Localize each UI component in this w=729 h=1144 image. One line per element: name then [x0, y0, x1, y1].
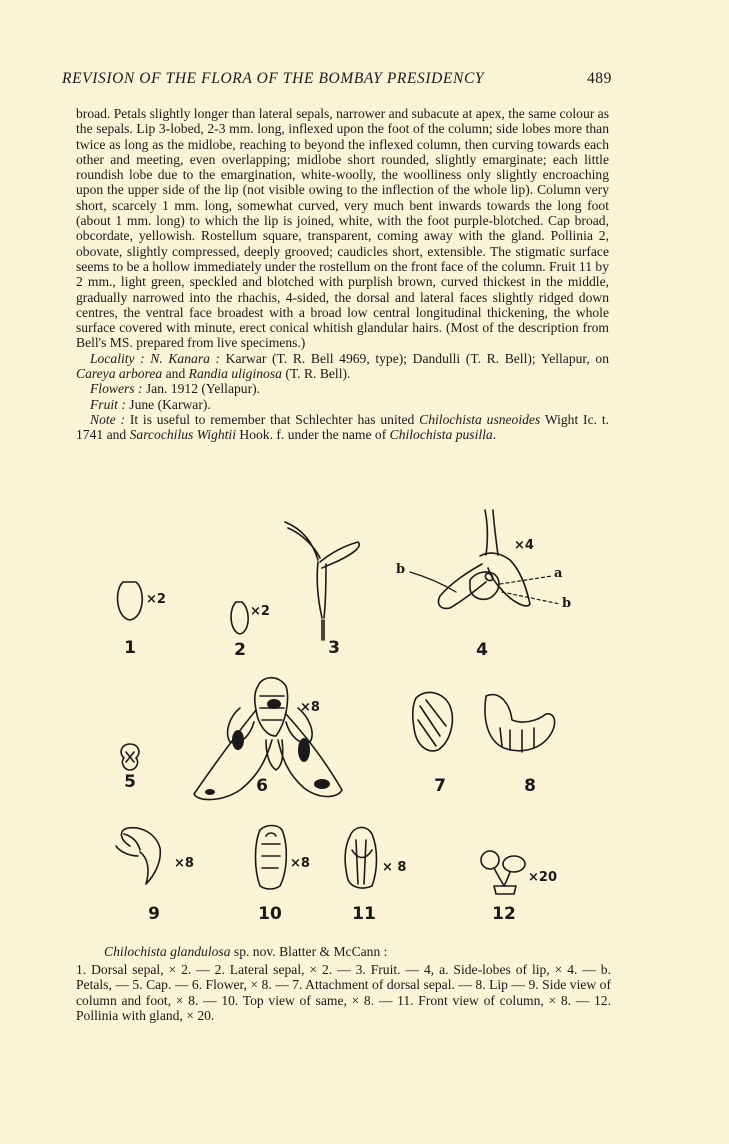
figure-label-5: 5: [124, 772, 136, 792]
page-number: 489: [586, 70, 612, 87]
caption-species: Chilochista glandulosa: [104, 944, 231, 959]
locality-text-1: Karwar (T. R. Bell 4969, type); Dandulli (T. R. Bell); Yellapur, on: [220, 350, 609, 366]
drawing-lip: [485, 695, 555, 752]
magnification-9: ×8: [174, 856, 194, 871]
figure-label-12: 12: [492, 904, 516, 924]
host-plant-1: Careya arborea: [76, 366, 163, 382]
figure-caption-title: [104, 944, 624, 960]
figure-label-3: 3: [328, 638, 340, 658]
drawing-column-front: [345, 827, 376, 888]
figure-label-7: 7: [434, 776, 446, 796]
magnification-4: ×4: [514, 538, 534, 553]
description-paragraph: broad. Petals slightly longer than lateral sepals, narrower and subacute at apex, the same colour as the sepals. Lip 3-lobed, 2-3 mm. long, inflexed upon the foot of the column; side lobes more than twice as long as the midlobe, reaching to beyond the inflexed column, then curving towards each other and meeting, even overlapping; midlobe short rounded, slightly emarginate; each little roundish lobe due to the emargination, white-woolly, the woolliness only slightly encroaching upon the upper side of the lip (not visible owing to the inflection of the whole lip). Column very short, scarcely 1 mm. long, somewhat curved, very much bent inwards towards the long foot (about 1 mm. long) to which the lip is joined, white, with the foot purple-blotched. Cap broad, obcordate, yellowish. Rostellum square, transparent, coming away with the gland. Pollinia 2, obovate, slightly compressed, deeply grooved; caudicles short, extensible. The stigmatic surface seems to be a hollow immediately under the rostellum on the front face of the column. Fruit 11 by 2 mm., light green, speckled and blotched with purplish brown, curved thickest in the middle, gradually narrowed into the rhachis, 4-sided, the dorsal and lateral faces slightly ridged down centres, the ventral face broadest with a broad low central longitudinal thickening, the whole surface covered with minute, erect conical whitish glandular hairs. (Most of the description from Bell's MS. prepared from live specimens.): [76, 106, 609, 351]
fruit-paragraph: [76, 397, 609, 412]
figure-label-8: 8: [524, 776, 536, 796]
fruit-label: Fruit :: [90, 396, 126, 412]
locality-region: N. Kanara :: [150, 350, 221, 366]
figure-label-9: 9: [148, 904, 160, 924]
note-text-2: Wight Ic. t. 1741 and: [76, 411, 609, 443]
figure-label-1: 1: [124, 638, 136, 658]
flowers-text: Jan. 1912 (Yellapur).: [142, 381, 261, 397]
drawing-fruit: [285, 522, 359, 640]
note-text-3: Hook. f. under the name of: [235, 427, 390, 443]
note-name-1: Chilochista usneoides: [419, 411, 541, 427]
figure-label-10: 10: [258, 904, 282, 924]
caption-rest: sp. nov. Blatter & McCann :: [230, 944, 388, 959]
host-plant-2: Randia uliginosa: [188, 366, 282, 382]
figure-label-11: 11: [352, 904, 376, 924]
magnification-1: ×2: [146, 592, 166, 607]
drawing-lateral-sepal: [231, 602, 248, 634]
magnification-6: ×8: [300, 700, 320, 715]
note-text-1: It is useful to remember that Schlechter has united: [125, 411, 420, 427]
note-name-3: Chilochista pusilla: [389, 427, 493, 443]
running-title: REVISION OF THE FLORA OF THE BOMBAY PRESIDENCY: [62, 70, 485, 87]
locality-label: Locality :: [90, 350, 145, 366]
drawing-dorsal-sepal: [118, 582, 143, 620]
note-text-4: .: [492, 427, 497, 443]
note-label: Note :: [90, 411, 126, 427]
flowers-paragraph: [76, 381, 609, 396]
locality-paragraph: [76, 351, 609, 382]
figure-label-2: 2: [234, 640, 246, 660]
figure-letter-b-left: b: [396, 562, 406, 577]
page-header: [62, 70, 612, 92]
note-name-2: Sarcochilus Wightii: [129, 427, 236, 443]
figure-label-6: 6: [256, 776, 268, 796]
figure-letter-a: a: [554, 566, 563, 581]
magnification-2: ×2: [250, 604, 270, 619]
body-text: [76, 106, 609, 443]
magnification-12: ×20: [528, 870, 557, 885]
magnification-11: × 8: [382, 860, 407, 875]
figure-label-4: 4: [476, 640, 488, 660]
locality-text-2: (T. R. Bell).: [281, 366, 351, 382]
fruit-text: June (Karwar).: [125, 396, 211, 412]
drawing-pollinia: [481, 851, 525, 894]
locality-and: and: [162, 366, 189, 382]
flowers-label: Flowers :: [90, 381, 143, 397]
figure-caption-body: 1. Dorsal sepal, × 2. — 2. Lateral sepal, × 2. — 3. Fruit. — 4, a. Side-lobes of lip, × 4. — b. Petals, — 5. Cap. — 6. Flower, × 8. — 7. Attachment of dorsal sepal. — 8. Lip — 9. Side view of column and foot, × 8. — 10. Top view of same, × 8. — 11. Front view of column, × 8. — 12. Pollinia with gland, × 20.: [76, 962, 611, 1023]
magnification-10: ×8: [290, 856, 310, 871]
drawing-column-top: [256, 826, 287, 890]
botanical-plate: [90, 500, 630, 940]
drawing-sepal-attachment: [413, 692, 453, 750]
drawing-flower-side: [410, 510, 563, 608]
drawing-cap: [121, 744, 139, 770]
figure-letter-b-right: b: [562, 596, 572, 611]
note-paragraph: [76, 412, 609, 443]
drawing-column-side: [116, 828, 160, 884]
